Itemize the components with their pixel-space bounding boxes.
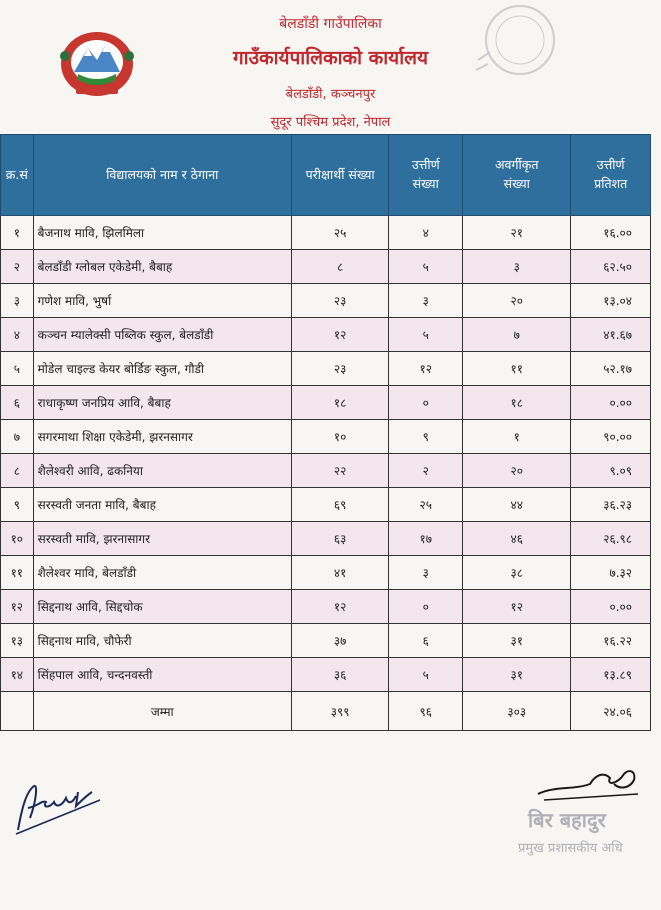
cell-pct: ९०.०० xyxy=(571,420,651,454)
cell-sn: १० xyxy=(1,522,34,556)
cell-examinees: १० xyxy=(291,420,388,454)
cell-passed: १७ xyxy=(389,522,463,556)
cell-examinees: ६९ xyxy=(291,488,388,522)
cell-total-ungraded: ३०३ xyxy=(463,692,571,731)
cell-school: गणेश मावि, भुर्षा xyxy=(33,284,291,318)
cell-total-examinees: ३९९ xyxy=(291,692,388,731)
cell-pct: ७.३२ xyxy=(571,556,651,590)
cell-examinees: ४१ xyxy=(291,556,388,590)
cell-sn: ४ xyxy=(1,318,34,352)
cell-pct: १३.८९ xyxy=(571,658,651,692)
cell-school: सरस्वती मावि, झरनासागर xyxy=(33,522,291,556)
cell-examinees: २३ xyxy=(291,352,388,386)
office-name: गाउँकार्यपालिकाको कार्यालय xyxy=(232,47,429,69)
col-header-examinees: परीक्षार्थी संख्या xyxy=(291,135,388,216)
cell-ungraded: ७ xyxy=(463,318,571,352)
letterhead xyxy=(0,0,661,135)
table-row xyxy=(1,216,651,250)
col-header-ungraded-l1: अवर्गीकृत xyxy=(495,157,539,173)
signature-left-icon xyxy=(12,778,104,838)
col-header-pass-pct-l1: उत्तीर्ण xyxy=(596,157,625,173)
signature-right-icon xyxy=(534,764,644,804)
province-name: सुदूर पश्चिम प्रदेश, नेपाल xyxy=(270,115,391,130)
cell-ungraded: ३१ xyxy=(463,658,571,692)
cell-examinees: ८ xyxy=(291,250,388,284)
cell-school: बेलडाँडी ग्लोबल एकेडेमी, बैबाह xyxy=(33,250,291,284)
cell-examinees: १२ xyxy=(291,318,388,352)
cell-passed: २५ xyxy=(389,488,463,522)
cell-pct: ३६.२३ xyxy=(571,488,651,522)
cell-ungraded: २० xyxy=(463,454,571,488)
cell-sn: ९ xyxy=(1,488,34,522)
cell-total-passed: ९६ xyxy=(389,692,463,731)
cell-ungraded: २१ xyxy=(463,216,571,250)
col-header-passed-l2: संख्या xyxy=(412,176,439,191)
table-row xyxy=(1,284,651,318)
cell-school: मोडेल चाइल्ड केयर बोर्डिङ स्कुल, गौडी xyxy=(33,352,291,386)
col-header-school: विद्यालयको नाम र ठेगाना xyxy=(33,135,291,216)
stamp-designation: प्रमुख प्रशासकीय अधि xyxy=(518,841,623,856)
cell-sn: १४ xyxy=(1,658,34,692)
table-header-row xyxy=(1,135,651,216)
cell-passed: ० xyxy=(389,386,463,420)
cell-pct: ०.०० xyxy=(571,590,651,624)
cell-sn: ११ xyxy=(1,556,34,590)
cell-ungraded: १८ xyxy=(463,386,571,420)
cell-passed: ० xyxy=(389,590,463,624)
cell-school: सिंहपाल आवि, चन्दनवस्ती xyxy=(33,658,291,692)
cell-pct: १६.०० xyxy=(571,216,651,250)
table-row xyxy=(1,522,651,556)
cell-school: सिद्दनाथ आवि, सिद्दचोक xyxy=(33,590,291,624)
cell-sn-empty xyxy=(1,692,34,731)
cell-examinees: २३ xyxy=(291,284,388,318)
col-header-pass-pct-l2: प्रतिशत xyxy=(594,176,628,191)
cell-pct: ९.०९ xyxy=(571,454,651,488)
col-header-sn: क्र.सं xyxy=(1,135,34,216)
cell-passed: ५ xyxy=(389,250,463,284)
table-row xyxy=(1,250,651,284)
office-location: बेलडाँडी, कञ्चनपुर xyxy=(285,87,376,102)
col-header-pass-pct xyxy=(571,135,651,216)
cell-school: शैलेश्वरी आवि, ढकनिया xyxy=(33,454,291,488)
cell-ungraded: ४४ xyxy=(463,488,571,522)
cell-school: कञ्चन म्यालेक्सी पब्लिक स्कुल, बेलडाँडी xyxy=(33,318,291,352)
cell-pct: ४१.६७ xyxy=(571,318,651,352)
cell-school: शैलेश्वर मावि, बेलडाँडी xyxy=(33,556,291,590)
cell-school: सरस्वती जनता मावि, बैबाह xyxy=(33,488,291,522)
cell-school: सगरमाथा शिक्षा एकेडेमी, झरनसागर xyxy=(33,420,291,454)
table-row xyxy=(1,590,651,624)
cell-passed: ६ xyxy=(389,624,463,658)
table-row xyxy=(1,454,651,488)
official-stamp xyxy=(518,800,661,880)
cell-examinees: २२ xyxy=(291,454,388,488)
stamp-name: बिर बहादुर xyxy=(528,808,606,832)
table-row xyxy=(1,556,651,590)
cell-passed: ३ xyxy=(389,556,463,590)
cell-passed: ४ xyxy=(389,216,463,250)
col-header-ungraded-l2: संख्या xyxy=(503,176,530,191)
cell-passed: ५ xyxy=(389,658,463,692)
table-row xyxy=(1,420,651,454)
cell-passed: ३ xyxy=(389,284,463,318)
cell-ungraded: १ xyxy=(463,420,571,454)
table-row xyxy=(1,318,651,352)
cell-examinees: २५ xyxy=(291,216,388,250)
cell-pct: ५२.१७ xyxy=(571,352,651,386)
cell-pct: १६.२२ xyxy=(571,624,651,658)
table-row xyxy=(1,352,651,386)
cell-sn: ८ xyxy=(1,454,34,488)
cell-sn: १३ xyxy=(1,624,34,658)
cell-school: बैजनाथ मावि, झिलमिला xyxy=(33,216,291,250)
table-total-row xyxy=(1,692,651,731)
cell-pct: ६२.५० xyxy=(571,250,651,284)
cell-ungraded: २० xyxy=(463,284,571,318)
cell-passed: १२ xyxy=(389,352,463,386)
cell-examinees: ३६ xyxy=(291,658,388,692)
cell-passed: ९ xyxy=(389,420,463,454)
cell-sn: २ xyxy=(1,250,34,284)
table-row xyxy=(1,624,651,658)
cell-school: सिद्दनाथ मावि, चौफेरी xyxy=(33,624,291,658)
cell-total-pct: २४.०६ xyxy=(571,692,651,731)
cell-sn: ६ xyxy=(1,386,34,420)
cell-school: राधाकृष्ण जनप्रिय आवि, बैबाह xyxy=(33,386,291,420)
cell-sn: १ xyxy=(1,216,34,250)
cell-pct: २६.९८ xyxy=(571,522,651,556)
cell-ungraded: १२ xyxy=(463,590,571,624)
cell-sn: ५ xyxy=(1,352,34,386)
col-header-ungraded xyxy=(463,135,571,216)
cell-sn: ३ xyxy=(1,284,34,318)
cell-pct: १३.०४ xyxy=(571,284,651,318)
round-seal-icon xyxy=(472,0,562,95)
cell-passed: २ xyxy=(389,454,463,488)
cell-total-label: जम्मा xyxy=(33,692,291,731)
cell-examinees: १२ xyxy=(291,590,388,624)
col-header-passed-l1: उत्तीर्ण xyxy=(411,157,440,173)
cell-examinees: १८ xyxy=(291,386,388,420)
cell-ungraded: ३१ xyxy=(463,624,571,658)
cell-ungraded: ३ xyxy=(463,250,571,284)
cell-ungraded: ११ xyxy=(463,352,571,386)
cell-ungraded: ४६ xyxy=(463,522,571,556)
cell-ungraded: ३८ xyxy=(463,556,571,590)
cell-passed: ५ xyxy=(389,318,463,352)
cell-examinees: ६३ xyxy=(291,522,388,556)
municipality-name: बेलडाँडी गाउँपालिका xyxy=(279,16,382,32)
cell-pct: ०.०० xyxy=(571,386,651,420)
exam-results-table xyxy=(0,134,651,731)
table-row xyxy=(1,488,651,522)
cell-examinees: ३७ xyxy=(291,624,388,658)
cell-sn: १२ xyxy=(1,590,34,624)
table-row xyxy=(1,386,651,420)
table-row xyxy=(1,658,651,692)
cell-sn: ७ xyxy=(1,420,34,454)
col-header-passed xyxy=(389,135,463,216)
